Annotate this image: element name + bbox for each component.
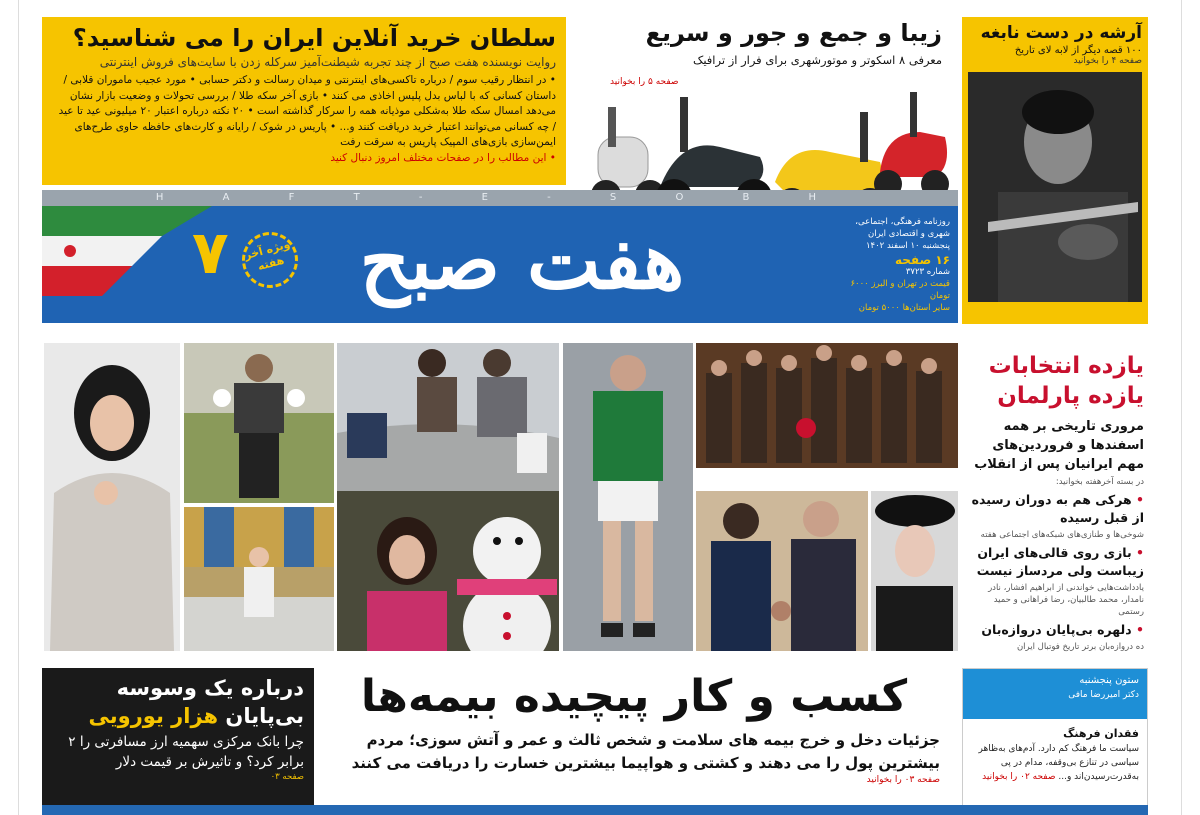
column-author: دکتر امیررضا مافی — [1068, 690, 1139, 700]
issue-number: شماره ۳۷۲۳ — [905, 267, 950, 277]
parliament-headline-2: یازده پارلمان — [997, 383, 1144, 409]
insurance-lead-story[interactable] — [320, 665, 948, 813]
currency-headline-2: بی‌پایان هزار یورویی — [88, 704, 304, 728]
parliament-item[interactable]: • بازی روی قالی‌های ایران زیباست ولی مردساز نیست — [976, 545, 1144, 578]
scooter-ref: صفحه ۵ را بخوانید — [610, 77, 679, 87]
logo-seven-mark: ۷ — [192, 218, 229, 288]
violin-headline: آرشه در دست نابغه — [980, 23, 1142, 43]
parliament-item-note: ده دروازه‌بان برتر تاریخ فوتبال ایران — [1016, 642, 1144, 652]
insurance-body: جزئیات دخل و خرج بیمه های سلامت و شخص ثالث و عمر و آتش سوزی؛ مردم بیشترین پول را می دهند و کشتی و هواپیما بیشترین خسارت را دریافت می کنند — [351, 731, 940, 772]
parliament-item[interactable]: • هرکی هم به دوران رسیده از قبل رسیده — [971, 492, 1144, 525]
promo-subline: روایت نویسنده هفت صبح از چند تجربه شیطنت‌آمیز سرکله زدن با سایت‌های فروش اینترنتی — [99, 55, 556, 69]
photo-men-by-fire[interactable] — [337, 343, 559, 503]
column-header — [963, 669, 1147, 719]
parliament-item-note: شوخی‌ها و طنازی‌های شبکه‌های اجتماعی هفته — [980, 530, 1144, 540]
photo-woman-black-hat[interactable] — [871, 491, 958, 651]
masthead-date: پنجشنبه ۱۰ اسفند ۱۴۰۲ — [865, 241, 950, 251]
masthead-info — [848, 216, 950, 314]
currency-feature[interactable] — [42, 668, 314, 813]
masthead-description: روزنامه فرهنگی، اجتماعی، شهری و اقتصادی ایران — [855, 217, 950, 239]
photo-green-jersey-player[interactable] — [563, 343, 693, 651]
iran-flag-graphic — [42, 206, 212, 323]
currency-headline-1: درباره یک وسوسه — [116, 676, 304, 700]
photo-woman-fur-coat[interactable] — [44, 343, 180, 651]
currency-body: چرا بانک مرکزی سهمیه ارز مسافرتی را ۲ برابر کرد؟ و تاثیرش بر قیمت دلار — [68, 734, 304, 770]
violin-subline: ۱۰۰ قصه دیگر از لابه لای تاریخ — [1014, 45, 1142, 56]
insurance-ref: صفحه ۰۳ را بخوانید — [866, 775, 940, 785]
parliament-feature[interactable] — [962, 343, 1148, 653]
thursday-column[interactable] — [962, 668, 1148, 813]
photo-goalkeeper[interactable] — [184, 343, 334, 503]
photo-grid — [42, 343, 958, 653]
column-body: سیاست ما فرهنگ کم دارد. آدم‌های به‌ظاهر سیاسی در تنازع بی‌وقفه، مدام در پی به‌قدرت‌رسیدن‌اند و... صفحه ۰۲ را بخوانید — [978, 744, 1139, 782]
masthead-band: H A F T - E - S O B H — [42, 190, 958, 206]
violin-ref: صفحه ۴ را بخوانید — [1073, 56, 1142, 66]
photo-parliament-group[interactable] — [696, 343, 958, 468]
weekend-special-badge: ویژه آخر هفته — [236, 226, 305, 295]
scooter-feature[interactable] — [580, 17, 956, 207]
bottom-strip — [42, 805, 1148, 815]
scooter-subline: معرفی ۸ اسکوتر و موتورشهری برای فرار از ترافیک — [693, 53, 942, 67]
promo-headline: سلطان خرید آنلاین ایران را می شناسید؟ — [72, 24, 556, 52]
violin-feature[interactable] — [962, 17, 1148, 324]
violinist-photo — [968, 72, 1142, 302]
price-tehran: قیمت در تهران و البرز ۶۰۰۰ تومان — [850, 279, 950, 301]
photo-shrine-visitor[interactable] — [184, 507, 334, 651]
parliament-description: مروری تاریخی بر همه اسفندها و فروردین‌های مهم ایرانیان پس از انقلاب — [974, 419, 1144, 472]
parliament-item[interactable]: • دلهره بی‌پایان دروازه‌بان — [981, 622, 1144, 637]
currency-ref: صفحه ۰۳ — [270, 772, 304, 782]
promo-body: • در انتظار رقیب سوم / درباره تاکسی‌های اینترنتی و میدان رسالت و دکتر حسابی • مورد عجیب ماموران قلابی / داستان کسانی که با لباس بدل پلیس اخاذی می کنند • بازی آخر سکه طلا / بررسی تحولات و وضعیت بازار نشان می‌دهد امسال سکه طلا به‌شکلی موذیانه همه را سرکار گذاشته است • ۲۰ نکته درباره اعتبار ۲۰ میلیونی عید تا عید / چه کسانی می‌توانند اعتبار خرید دریافت کنند و... • پاریس در شوک / رایانه و کارت‌های حافظه حاوی طرح‌های ایمن‌سازی بازی‌های المپیک پاریس به سرقت رفت — [58, 74, 556, 148]
column-title: فقدان فرهنگ — [1063, 727, 1139, 740]
page-count: ۱۶ صفحه — [895, 253, 950, 267]
online-shopping-promo[interactable] — [42, 17, 566, 185]
parliament-intro: در بسته آخرهفته بخوانید: — [1055, 477, 1144, 487]
insurance-headline: کسب و کار پیچیده بیمه‌ها — [360, 671, 908, 722]
photo-snowman-woman[interactable] — [337, 491, 559, 651]
scooter-headline: زیبا و جمع و جور و سریع — [645, 19, 942, 47]
masthead[interactable] — [42, 206, 958, 323]
price-provinces: سایر استان‌ها ۵۰۰۰ تومان — [858, 303, 950, 313]
promo-footer: • این مطالب را در صفحات مختلف امروز دنبال کنید — [330, 151, 556, 164]
column-label: ستون پنجشنبه — [1079, 675, 1139, 686]
newspaper-logo: هفت صبح — [359, 216, 685, 307]
parliament-headline-1: یازده انتخابات — [988, 353, 1144, 379]
parliament-item-note: یادداشت‌هایی خواندنی از ابراهیم افشار، نادر نامدار، محمد طالبیان، رضا فراهانی و حمید رستمی — [988, 583, 1144, 617]
photo-handshake[interactable] — [696, 491, 868, 651]
